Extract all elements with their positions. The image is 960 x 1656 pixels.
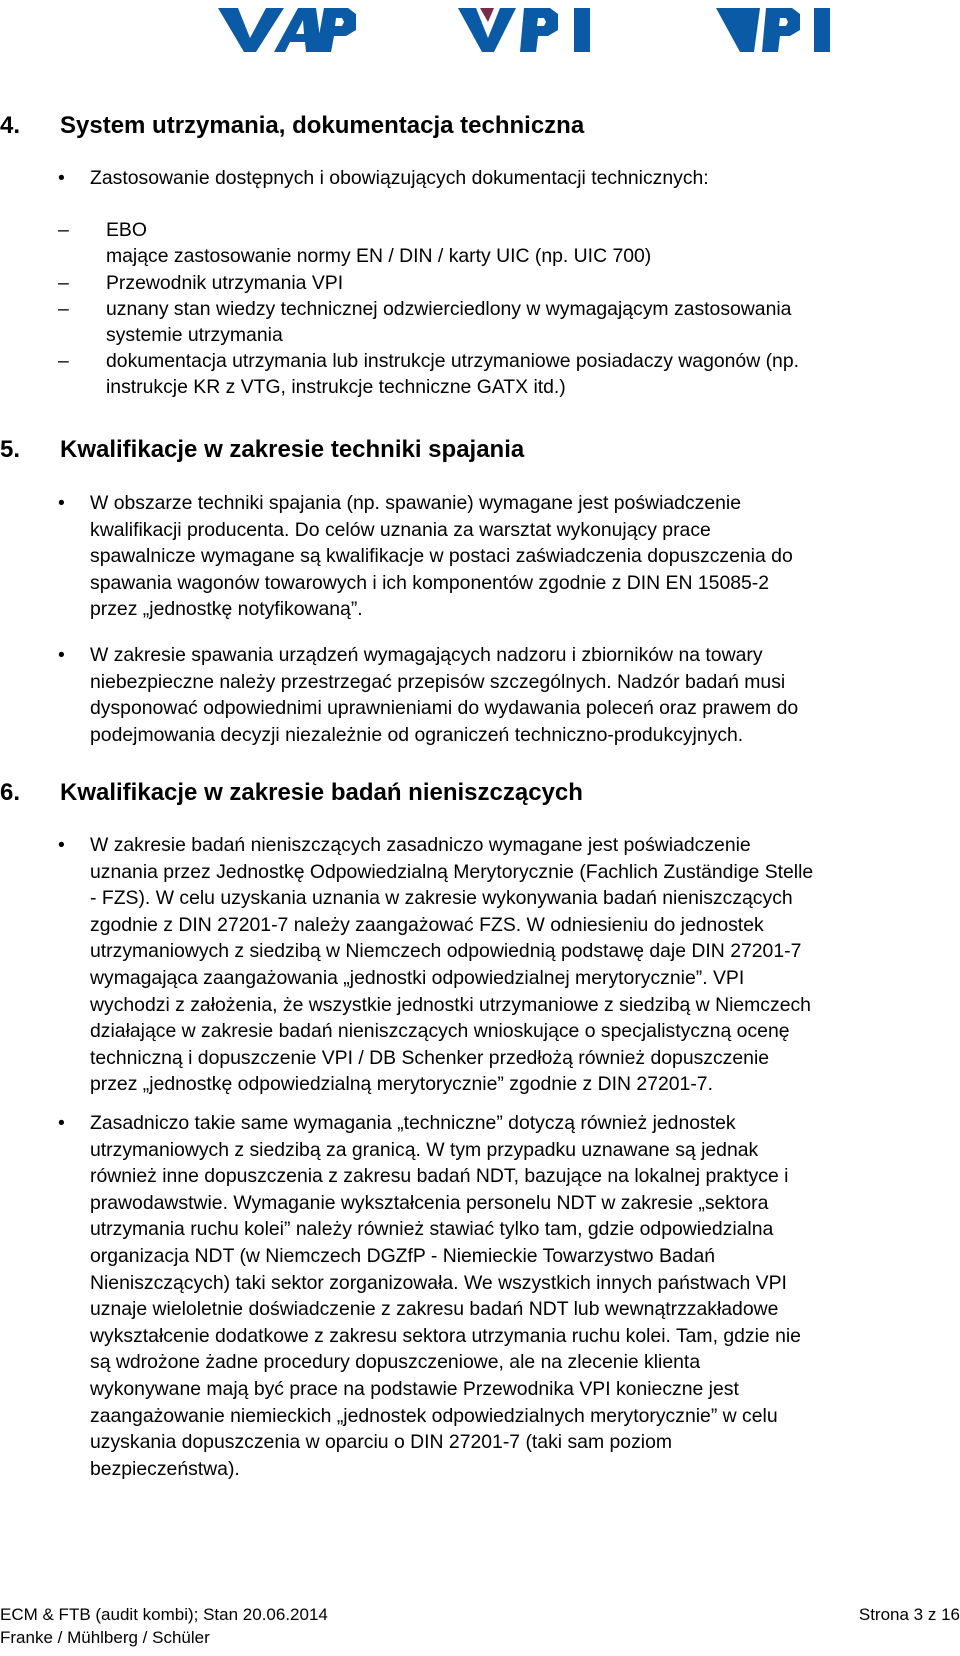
- bullet-icon: •: [58, 1112, 65, 1134]
- bullet-icon: •: [58, 644, 65, 666]
- text-line: - FZS). W celu uzyskania uznania w zakresie wykonywania badań nieniszczących: [90, 887, 793, 910]
- text-line: wymagająca zaangażowania „jednostki odpowiedzialnej merytorycznie”. VPI: [90, 966, 745, 989]
- paragraph: [90, 1110, 960, 1482]
- paragraph: [90, 490, 960, 623]
- paragraph: [90, 642, 960, 748]
- text-line: Nieniszczących) taki sektor zorganizowała. We wszystkich innych państwach VPI: [90, 1271, 787, 1294]
- text-line: W zakresie spawania urządzeń wymagających nadzoru i zbiorników na towary: [90, 644, 763, 666]
- text-line: dysponować odpowiednimi uprawnieniami do wydawania poleceń oraz prawem do: [90, 697, 799, 720]
- vpi-logo: [716, 4, 864, 54]
- text-line: uznania przez Jednostkę Odpowiedzialną Merytorycznie (Fachlich Zuständige Stelle: [90, 860, 814, 883]
- section-title: System utrzymania, dokumentacja techniczna: [60, 112, 585, 139]
- sub-item: instrukcje KR z VTG, instrukcje techniczne GATX itd.): [106, 376, 566, 398]
- page-number: Strona 3 z 16: [858, 1605, 960, 1624]
- bullet-icon: •: [58, 834, 65, 856]
- vap-logo: [218, 4, 358, 54]
- text-line: Zasadniczo takie same wymagania „techniczne” dotyczą również jednostek: [90, 1112, 736, 1134]
- text-line: bezpieczeństwa).: [90, 1457, 240, 1480]
- dash-icon: –: [58, 298, 69, 320]
- text-line: niebezpieczne należy przestrzegać przepisów szczególnych. Nadzór badań musi: [90, 670, 786, 693]
- text-line: spawania wagonów towarowych i ich komponentów zgodnie z DIN EN 15085-2: [90, 571, 770, 594]
- text-line: utrzymaniowych z siedzibą w Niemczech odpowiednią podstawę daje DIN 27201-7: [90, 940, 802, 963]
- text-line: prawodawstwie. Wymaganie wykształcenia personelu NDT w zakresie „sektora: [90, 1191, 769, 1214]
- text-line: podejmowania decyzji niezależnie od ograniczeń techniczno-produkcyjnych.: [90, 723, 744, 746]
- text-line: zgodnie z DIN 27201-7 należy zaangażować FZS. W odniesieniu do jednostek: [90, 913, 764, 936]
- section-title: Kwalifikacje w zakresie techniki spajania: [60, 436, 525, 463]
- text-line: przez „jednostkę notyfikowaną”.: [90, 598, 363, 621]
- text-line: spawalnicze wymagane są kwalifikacje w postaci zaświadczenia dopuszczenia do: [90, 545, 793, 568]
- dash-icon: –: [58, 272, 69, 294]
- section-number: 4.: [0, 112, 21, 139]
- sub-item: mające zastosowanie normy EN / DIN / karty UIC (np. UIC 700): [106, 245, 652, 267]
- bullet-text: Zastosowanie dostępnych i obowiązujących dokumentacji technicznych:: [90, 167, 709, 189]
- text-line: W obszarze techniki spajania (np. spawanie) wymagane jest poświadczenie: [90, 492, 741, 514]
- footer-audit-line: ECM & FTB (audit kombi); Stan 20.06.2014: [0, 1605, 328, 1624]
- dash-icon: –: [58, 219, 69, 241]
- text-line: wychodzi z założenia, że wszystkie jednostki utrzymaniowe z siedzibą w Niemczech: [90, 993, 811, 1016]
- text-line: zaangażowanie niemieckich „jednostek odpowiedzialnych merytorycznie” w celu: [90, 1404, 778, 1427]
- paragraph: [90, 832, 960, 1098]
- text-line: działające w zakresie badań nieniszczących wnioskujące o specjalistyczną ocenę: [90, 1020, 790, 1043]
- text-line: wykonywane mają być prace na podstawie Przewodnika VPI konieczne jest: [90, 1377, 739, 1400]
- sub-item: EBO: [106, 219, 147, 241]
- vpi-logo-accent: [458, 4, 614, 54]
- section-number: 5.: [0, 436, 21, 463]
- sub-item: Przewodnik utrzymania VPI: [106, 272, 344, 294]
- section-5-heading: [0, 436, 524, 464]
- text-line: W zakresie badań nieniszczących zasadniczo wymagane jest poświadczenie: [90, 834, 751, 856]
- section-title: Kwalifikacje w zakresie badań nieniszczących: [60, 779, 583, 806]
- sub-item: systemie utrzymania: [106, 324, 283, 346]
- text-line: kwalifikacji producenta. Do celów uznania za warsztat wykonujący prace: [90, 518, 711, 541]
- footer-authors: Franke / Mühlberg / Schüler: [0, 1628, 210, 1647]
- sub-item: dokumentacja utrzymania lub instrukcje utrzymaniowe posiadaczy wagonów (np.: [106, 350, 800, 372]
- text-line: techniczną i dopuszczenie VPI / DB Schenker przedłożą również dopuszczenie: [90, 1046, 770, 1069]
- text-line: przez „jednostkę odpowiedzialną merytorycznie” zgodnie z DIN 27201-7.: [90, 1073, 713, 1096]
- text-line: uznaje wieloletnie doświadczenie z zakresu badań NDT lub wewnątrzzakładowe: [90, 1298, 779, 1321]
- section-4-heading: [0, 112, 584, 140]
- text-line: utrzymania ruchu kolei” należy również stawiać tylko tam, gdzie odpowiedzialna: [90, 1218, 774, 1241]
- section-6-heading: [0, 779, 583, 807]
- text-line: organizacja NDT (w Niemczech DGZfP - Niemieckie Towarzystwo Badań: [90, 1244, 716, 1267]
- text-line: są wdrożone żadne procedury dopuszczeniowe, ale na zlecenie klienta: [90, 1351, 701, 1374]
- text-line: również inne dopuszczenia z zakresu badań NDT, bazujące na lokalnej praktyce i: [90, 1165, 789, 1188]
- text-line: wykształcenie dodatkowe z zakresu sektora utrzymania ruchu kolei. Tam, gdzie nie: [90, 1324, 801, 1347]
- dash-icon: –: [58, 350, 69, 372]
- text-line: uzyskania dopuszczenia w oparciu o DIN 27201-7 (taki sam poziom: [90, 1431, 673, 1454]
- bullet-icon: •: [58, 492, 65, 514]
- sub-item: uznany stan wiedzy technicznej odzwierciedlony w wymagającym zastosowania: [106, 298, 792, 320]
- section-number: 6.: [0, 779, 21, 806]
- bullet-icon: •: [58, 167, 65, 189]
- text-line: utrzymaniowych z siedzibą za granicą. W tym przypadku uznawane są jednak: [90, 1138, 759, 1161]
